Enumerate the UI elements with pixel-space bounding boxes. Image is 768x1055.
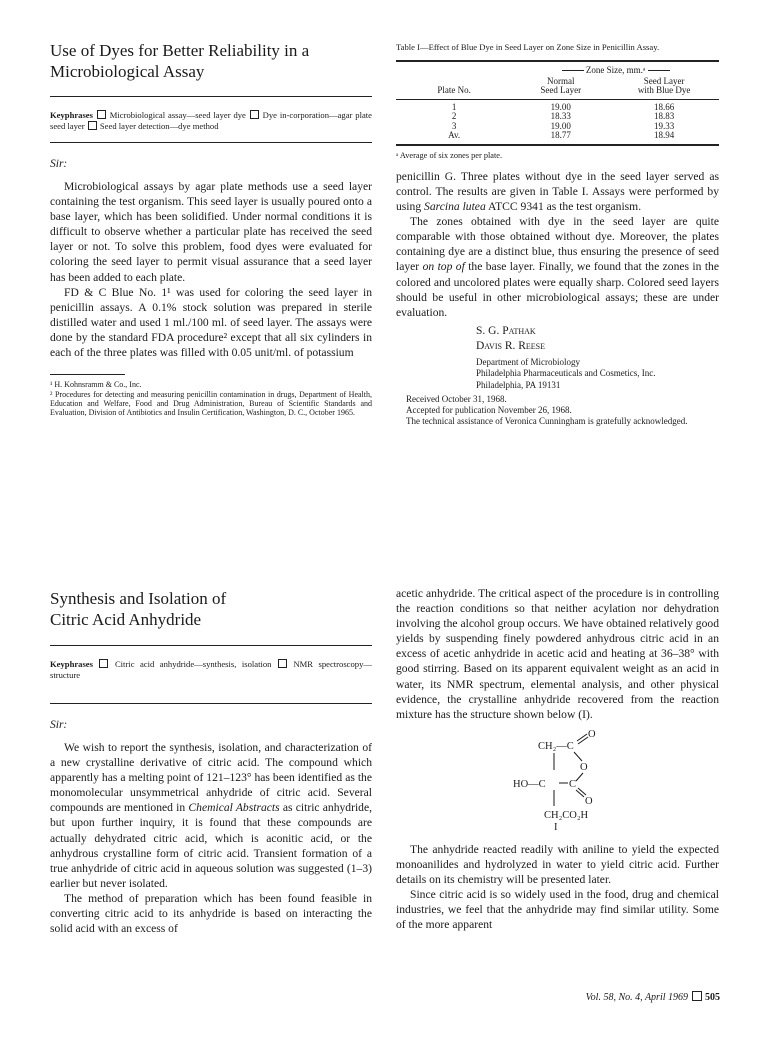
paragraph: FD & C Blue No. 1¹ was used for coloring the seed layer in penicillin assays. A 0.1% stock solution was prepared in sterile distilled water and used 1 ml./100 ml. of seed layer. The assays were done by the standard FDA procedure² except that all six cylinders in each of the three plates was filled with 0.05 unit/ml. of potassium [50, 285, 372, 360]
cell: 19.00 [550, 101, 571, 112]
journal-citation: Vol. 58, No. 4, April 1969 [585, 992, 688, 1003]
affiliation-line: Philadelphia, PA 19131 [476, 379, 561, 390]
author-list [396, 324, 719, 354]
page-footer [586, 991, 720, 1003]
header-rule [648, 70, 670, 71]
keyphrases-label: Keyphrases [50, 110, 93, 120]
keyphrase: NMR spectroscopy—structure [50, 659, 372, 680]
structure-ch2-top: CH₂—C [538, 740, 574, 752]
article1-title [50, 40, 372, 82]
footnote-divider [50, 374, 125, 375]
page-number: 505 [705, 992, 720, 1003]
table-top-rule [396, 60, 719, 62]
paragraph: The zones obtained with dye in the seed layer are quite comparable with those obtained without dye. Moreover, the plates containing dye are a distinct blue, thus ensuring the presence of seed layer on top of the base layer. Finally, we found that the zones in the colored and uncolored plates were equally sharp. Colored seed layers should be useful in other microbiological assays; these are under evaluation. [396, 215, 720, 319]
divider [50, 645, 372, 646]
article2-body-right-2 [396, 842, 719, 933]
table-note: ᵃ Average of six zones per plate. [396, 150, 503, 160]
article1-left-column [50, 40, 372, 418]
article2-title-line2: Citric Acid Anhydride [50, 610, 202, 629]
table-group-header: Zone Size, mm.ᵃ [585, 65, 646, 75]
article1-body-left [50, 179, 372, 360]
checkbox-square-icon [99, 659, 108, 668]
article2-right-column [396, 586, 719, 932]
paragraph: penicillin G. Three plates without dye in the seed layer served as control. The results are given in Table I. Assays were performed by using Sarcina lutea ATCC 9341 as the test organism. [396, 169, 719, 214]
paragraph: We wish to report the synthesis, isolation, and characterization of a new crystalline derivative of citric acid. The compound which apparently has a melting point of 121–123° has been identified as the monomolecular unsymmetrical anhydride of citric acid. Several compounds are mentioned in Chemical Abstracts as citric anhydride, but upon further inquiry, it is found that these compounds are actually dehydrated citric acid, which is aconitic acid, or the anhydrous crystalline form of citric acid. Transient formation of a true anhydride of citric acid in aqueous solution was suggested (1–3) earlier but never isolated. [50, 741, 373, 890]
article1-footnotes [50, 380, 372, 418]
keyphrase: Dye in-corporation—agar plate seed layer [50, 110, 372, 131]
table-caption: Table I—Effect of Blue Dye in Seed Layer on Zone Size in Penicillin Assay. [396, 42, 660, 52]
keyphrase: Microbiological assay—seed layer dye [109, 110, 246, 120]
article1-body-right [396, 169, 719, 320]
cell: 18.94 [653, 130, 675, 140]
author-name: S. G. Pathak [476, 324, 536, 337]
structure-o-top: O [588, 728, 596, 740]
zone-size-table [396, 66, 719, 141]
structure-ch2-bottom: CH₂CO₂H [544, 809, 589, 821]
bond [578, 737, 588, 744]
divider [50, 703, 372, 704]
table-bottom-rule [396, 144, 719, 146]
cell: 18.83 [653, 111, 675, 121]
footnote: ¹ H. Kohnsramm & Co., Inc. [50, 380, 142, 390]
column-header-normal: Seed Layer [540, 85, 582, 95]
bond [578, 788, 586, 795]
salutation: Sir: [50, 719, 68, 731]
keyphrase: Citric acid anhydride—synthesis, isolation [114, 659, 272, 669]
paragraph: Microbiological assays by agar plate methods use a seed layer containing the test organism. This seed layer is usually poured onto a base layer, which has been solidified. Under normal conditions it is difficult to observe whether a particular plate has received the seed layer or not. To solve this problem, food dyes were evaluated for coloring the seed layer to permit visual assurance that a seed layer has been added to each plate. [50, 180, 372, 284]
organism-name: Sarcina lutea [424, 200, 486, 214]
cell: 18.66 [653, 101, 675, 112]
accepted-date: Accepted for publication November 26, 1968. [406, 405, 572, 416]
cell: 3 [451, 120, 457, 131]
cell: 19.00 [550, 120, 571, 131]
article1-title-line1: Use of Dyes for Better Reliability in a [50, 41, 310, 60]
emphasis: Chemical Abstracts [188, 801, 280, 815]
affiliation-line: Philadelphia Pharmaceuticals and Cosmetics, Inc. [476, 368, 656, 379]
bond [574, 752, 582, 761]
checkbox-square-icon [250, 110, 259, 119]
article2-title [50, 588, 372, 630]
structure-o-ring: O [580, 761, 588, 773]
column-header-normal: Normal [546, 75, 575, 86]
structure-ho-c: HO—C [513, 778, 546, 790]
structure-label: I [554, 821, 558, 830]
checkbox-square-icon [97, 110, 106, 119]
structure-o-bottom: O [585, 795, 593, 807]
article2-left-column [50, 588, 372, 936]
paragraph: acetic anhydride. The critical aspect of the procedure is in controlling the reaction conditions so that neither acylation nor dehydration involving the alcohol group occurs. We have obtained relatively good yields by suspending finely powdered anhydrous citric acid in an excess of acetic anhydride in acetic acid and heating at 36–38° with good stirring. Based on its apparent equivalent weight as an acid in water, its NMR spectrum, elemental analysis, and other physical evidence, the crystalline anhydride recovered from the reaction mixture has the structure shown below (I). [396, 587, 719, 721]
author-name: Davis R. Reese [476, 339, 546, 352]
article2-body-right [396, 586, 719, 722]
column-header-plate: Plate No. [437, 85, 471, 95]
cell: 1 [451, 101, 457, 112]
keyphrase: Seed layer detection—dye method [99, 120, 219, 131]
article1-keyphrases [50, 110, 372, 131]
checkbox-square-icon [88, 121, 97, 130]
chemical-structure [396, 726, 719, 830]
divider [50, 142, 372, 143]
bond [576, 773, 583, 781]
bond [577, 734, 587, 741]
header-rule [562, 70, 584, 71]
column-header-dye: Seed Layer [643, 75, 685, 86]
cell: 18.77 [550, 130, 571, 140]
article1-title-line2: Microbiological Assay [50, 62, 205, 81]
divider [50, 96, 372, 97]
cell: Av. [448, 130, 461, 140]
emphasis: on top of [422, 260, 465, 274]
acknowledgment: The technical assistance of Veronica Cunningham is gratefully acknowledged. [406, 416, 688, 427]
article2-body-left [50, 740, 372, 936]
article1-right-column [396, 42, 719, 427]
article2-keyphrases [50, 659, 372, 680]
cell: 2 [451, 111, 457, 121]
paragraph: The anhydride reacted readily with aniline to yield the expected monoanilides and hydrolyzed in water to yield citric acid. Further details on its chemistry will be presented later. [396, 842, 719, 887]
keyphrases-label: Keyphrases [50, 659, 93, 669]
structure-c2: C [569, 778, 577, 790]
bond [576, 790, 584, 797]
affiliation [396, 357, 719, 392]
cell: 19.33 [653, 120, 675, 131]
column-header-dye: with Blue Dye [637, 85, 691, 95]
cell: 18.33 [550, 111, 571, 121]
received-date: Received October 31, 1968. [406, 394, 507, 405]
paragraph: Since citric acid is so widely used in the food, drug and chemical industries, we feel that the anhydride may find similar utility. Some of the more apparent [396, 888, 719, 932]
checkbox-square-icon [692, 991, 702, 1001]
article2-title-line1: Synthesis and Isolation of [50, 589, 227, 608]
paragraph: The method of preparation which has been found feasible in converting citric acid to its anhydride is based on interacting the solid acid with an excess of [50, 891, 372, 936]
footnote: ² Procedures for detecting and measuring penicillin contamination in drugs, Department of Health, Education and Welfare, Food and Drug Administration, Bureau of Scientific Standards and Evaluation, Division of Antibiotics and Insulin Certification, Washington, D. C., October 1965. [50, 389, 372, 418]
checkbox-square-icon [278, 659, 287, 668]
salutation: Sir: [50, 158, 68, 170]
table-row [396, 131, 719, 141]
affiliation-line: Department of Microbiology [476, 356, 580, 367]
